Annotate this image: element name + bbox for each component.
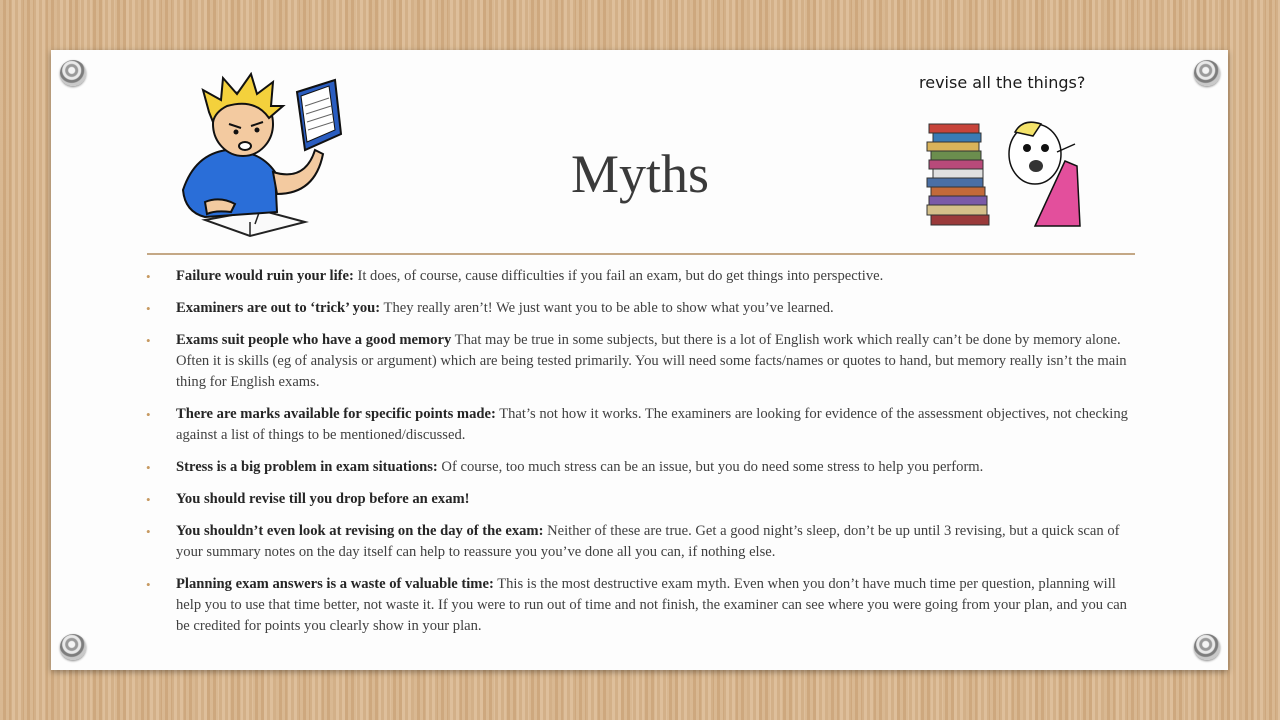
myth-heading: Stress is a big problem in exam situations: xyxy=(176,459,438,475)
myth-heading: Exams suit people who have a good memory xyxy=(176,332,452,348)
myth-explanation: This is the most destructive exam myth. Even when you don’t have much time per question, planning will help you to use that time better, not waste it. If you were to run out of time and not finish, the examiner can see where you were going from your plan, and you can be credited for points you clearly show in your plan. xyxy=(176,576,1127,634)
myth-explanation: It does, of course, cause difficulties if you fail an exam, but do get things into perspective. xyxy=(353,268,884,284)
bullet-icon: • xyxy=(146,333,151,348)
slide-title: Myths xyxy=(570,144,710,204)
list-item xyxy=(146,266,1136,287)
bullet-icon: • xyxy=(146,524,151,539)
myth-explanation: Neither of these are true. Get a good night’s sleep, don’t be up until 3 revising, but a quick scan of your summary notes on the day itself can help to reassure you you’ve done all you can, if nothing else. xyxy=(176,523,1120,560)
handwritten-caption: revise all the things? xyxy=(919,73,1086,92)
bullet-icon: • xyxy=(146,301,151,316)
list-item xyxy=(146,330,1136,393)
list-item xyxy=(146,298,1136,319)
myth-heading: Planning exam answers is a waste of valuable time: xyxy=(176,576,494,592)
myth-heading: Failure would ruin your life: xyxy=(176,268,354,284)
list-item xyxy=(146,521,1136,563)
title-divider xyxy=(147,253,1135,255)
list-item xyxy=(146,574,1136,637)
rivet-bottom-left xyxy=(60,634,86,660)
rivet-bottom-right xyxy=(1194,634,1220,660)
myth-explanation: That may be true in some subjects, but there is a lot of English work which really can’t be done by memory alone. Often it is skills (eg of analysis or argument) which are being tested primarily. You will need some facts/names or quotes to hand, but memory really isn’t the main thing for English exams. xyxy=(176,332,1127,390)
bullet-icon: • xyxy=(146,269,151,284)
myth-explanation: Of course, too much stress can be an issue, but you do need some stress to help you perform. xyxy=(437,459,984,475)
bullet-icon: • xyxy=(146,460,151,475)
bullet-icon: • xyxy=(146,407,151,422)
rivet-top-left xyxy=(60,60,86,86)
myth-heading: There are marks available for specific points made: xyxy=(176,406,496,422)
bullet-icon: • xyxy=(146,492,151,507)
myths-list xyxy=(146,266,1136,648)
list-item xyxy=(146,404,1136,446)
myth-explanation: That’s not how it works. The examiners are looking for evidence of the assessment objectives, not checking against a list of things to be mentioned/discussed. xyxy=(176,406,1128,443)
list-item xyxy=(146,457,1136,478)
myth-explanation: They really aren’t! We just want you to be able to show what you’ve learned. xyxy=(380,300,834,316)
bullet-icon: • xyxy=(146,577,151,592)
myth-heading: You should revise till you drop before an exam! xyxy=(176,491,470,507)
myth-heading: Examiners are out to ‘trick’ you: xyxy=(176,300,381,316)
myth-heading: You shouldn’t even look at revising on the day of the exam: xyxy=(176,523,544,539)
list-item xyxy=(146,489,1136,510)
rivet-top-right xyxy=(1194,60,1220,86)
